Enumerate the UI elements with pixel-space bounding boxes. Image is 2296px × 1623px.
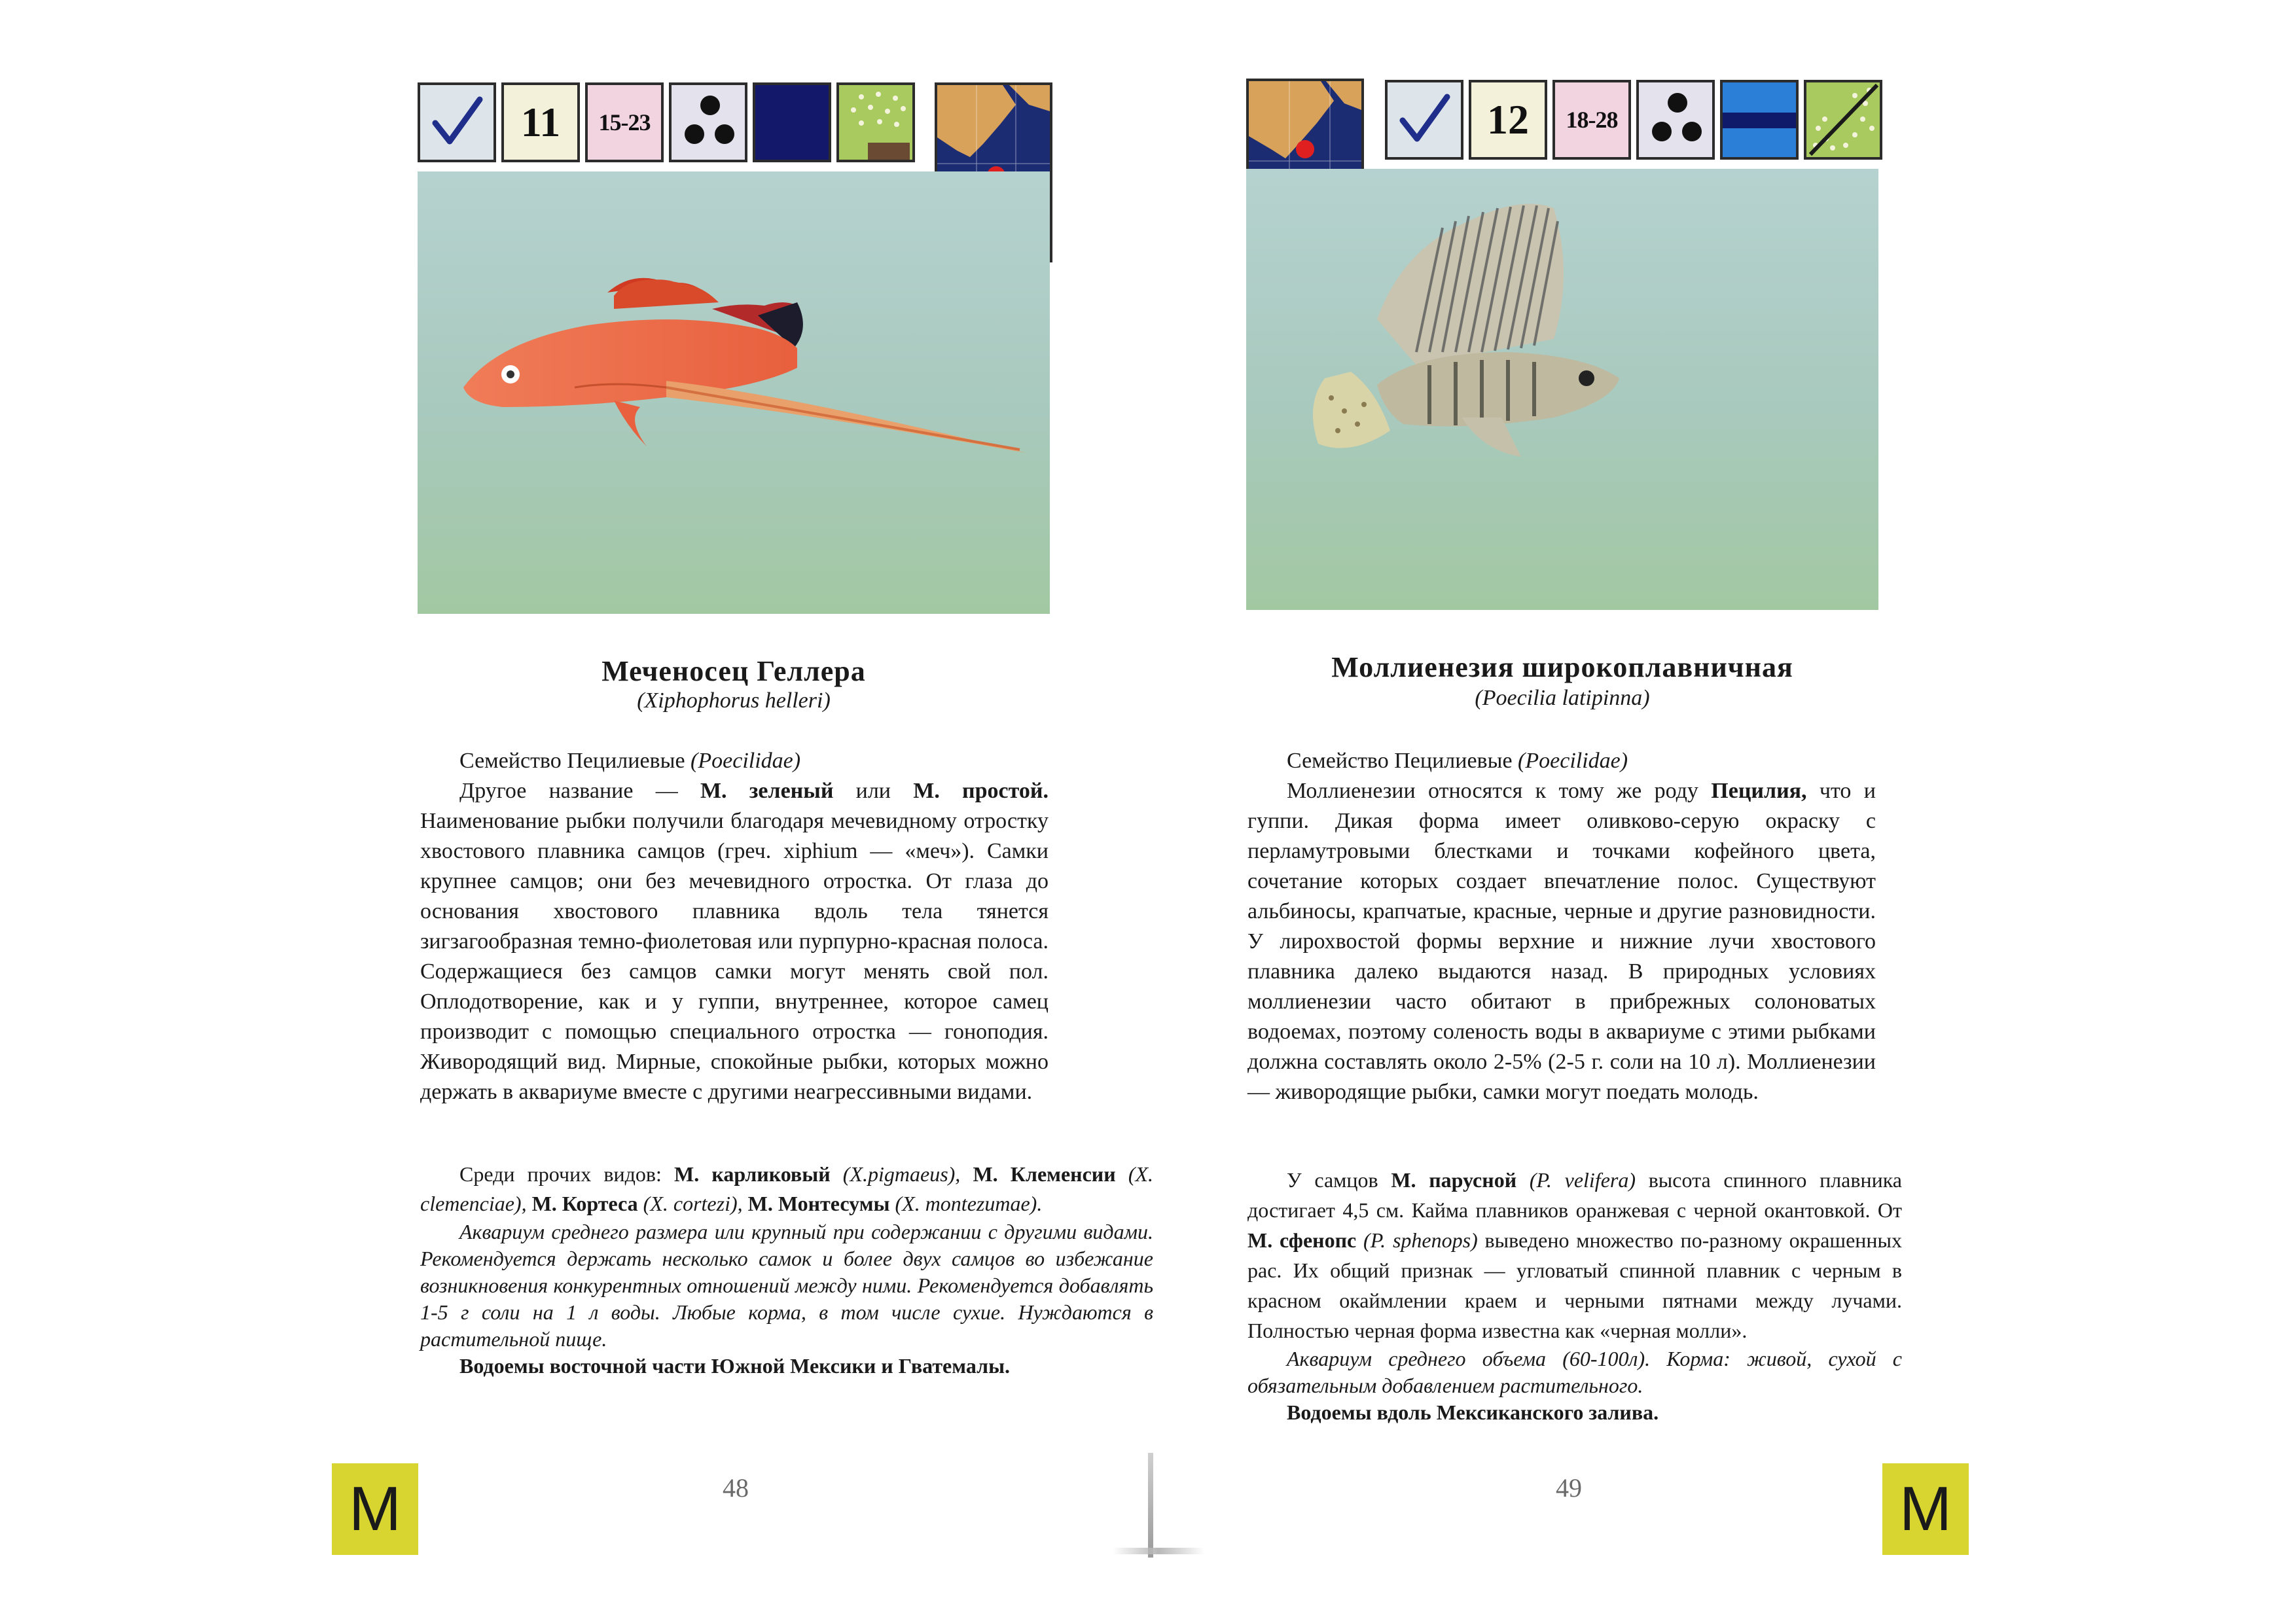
alphabet-tab: М <box>332 1463 418 1555</box>
family-line: Семейство Пецилиевые (Poecilidae) <box>459 749 801 773</box>
description-text <box>1247 746 1876 1107</box>
alphabet-tab: М <box>1882 1463 1969 1555</box>
molly-photo <box>1246 169 1878 610</box>
other-species-text <box>420 1160 1153 1380</box>
temperature-range-badge: 18-28 <box>1552 80 1631 160</box>
paragraph-habitat: Водоемы вдоль Мексиканского залива. <box>1287 1400 1659 1424</box>
school-size-dots-icon <box>1636 80 1715 160</box>
paragraph-habitat: Водоемы восточной части Южной Мексики и Гватемалы. <box>459 1354 1011 1378</box>
paragraph-care: Аквариум среднего объема (60-100л). Корма: живой, сухой с обязательным добавлением растительного. <box>1247 1347 1902 1397</box>
care-icons-row <box>418 82 915 162</box>
water-level-icon <box>1720 80 1799 160</box>
page-number: 49 <box>1556 1473 1582 1503</box>
paragraph-other-species: У самцов М. парусной (P. velifera) высота спинного плавника достигает 4,5 см. Кайма плавников оранжевая с черной окантовкой. От М. сфенопс (P. sphenops) выведено множество по-разному окрашенных рас. Их общий признак — угловатый спинной плавник с черным в красном окаймлении краем и черными пятнами между лучами. Полностью черная форма известна как «черная молли». <box>1247 1168 1903 1342</box>
paragraph-other-species: Среди прочих видов: М. карликовый (X.pigmaeus), М. Клеменсии (X. clemenciae), М. Кортеса (X. cortezi), М. Монтесумы (X. montezumae). <box>420 1162 1154 1215</box>
paragraph-care: Аквариум среднего размера или крупный при содержании с другими видами. Рекомендуется держать несколько самок и более двух самцов во избежание возникновения конкурентных отношений между ними. Рекомендуется добавлять 1-5 г соли на 1 л воды. Любые корма, в том числе сухие. Нуждаются в растительной пище. <box>420 1220 1153 1351</box>
water-hardness-badge: 12 <box>1469 80 1547 160</box>
other-species-text <box>1247 1165 1902 1426</box>
water-hardness-badge: 11 <box>501 82 580 162</box>
species-latin-name: (Poecilia latipinna) <box>1475 686 1650 710</box>
description-text <box>420 746 1049 1107</box>
checkmark-icon <box>418 82 496 162</box>
checkmark-icon <box>1385 80 1463 160</box>
water-level-icon <box>753 82 831 162</box>
species-title: Меченосец Геллера <box>601 655 866 687</box>
page-right <box>1152 0 2296 1623</box>
family-line: Семейство Пецилиевые (Poecilidae) <box>1287 749 1628 773</box>
page-number: 48 <box>723 1473 749 1503</box>
care-icons-row <box>1385 80 1882 160</box>
species-latin-name: (Xiphophorus helleri) <box>637 688 831 713</box>
substrate-icon <box>836 82 915 162</box>
substrate-icon <box>1804 80 1882 160</box>
species-title: Моллиенезия широкоплавничная <box>1331 651 1793 683</box>
school-size-dots-icon <box>669 82 747 162</box>
paragraph-description: Моллиенезии относятся к тому же роду Пецилия, что и гуппи. Дикая форма имеет оливково-серую окраску с перламутровыми блестками и точками кофейного цвета, сочетание которых создает впечатление полос. Существуют альбиносы, крапчатые, красные, черные и другие разновидности. У лирохвостой формы верхние и нижние лучи хвостового плавника далеко выдаются назад. В природных условиях моллиенезии часто обитают в прибрежных солоноватых водоемах, поэтому соленость воды в аквариуме с этими рыбками должна составлять около 2-5% (2-5 г. соли на 10 л). Моллиенезии — живородящие рыбки, самки могут поедать молодь. <box>1247 779 1876 1104</box>
paragraph-description: Другое название — М. зеленый или М. простой. Наименование рыбки получили благодаря мечевидному отростку хвостового плавника самцов (греч. xiphium — «меч»). Самки крупнее самцов; они без мечевидного отростка. От глаза до основания хвостового плавника вдоль тела тянется зигзагообразная темно-фиолетовая или пурпурно-красная полоса. Содержащиеся без самцов самки могут менять свой пол. Оплодотворение, как и у гуппи, внутреннее, которое самец производит с помощью специального отростка — гоноподия. Живородящий вид. Мирные, спокойные рыбки, которых можно держать в аквариуме вместе с другими неагрессивными видами. <box>420 779 1049 1104</box>
swordtail-photo <box>418 171 1050 614</box>
temperature-range-badge: 15-23 <box>585 82 664 162</box>
